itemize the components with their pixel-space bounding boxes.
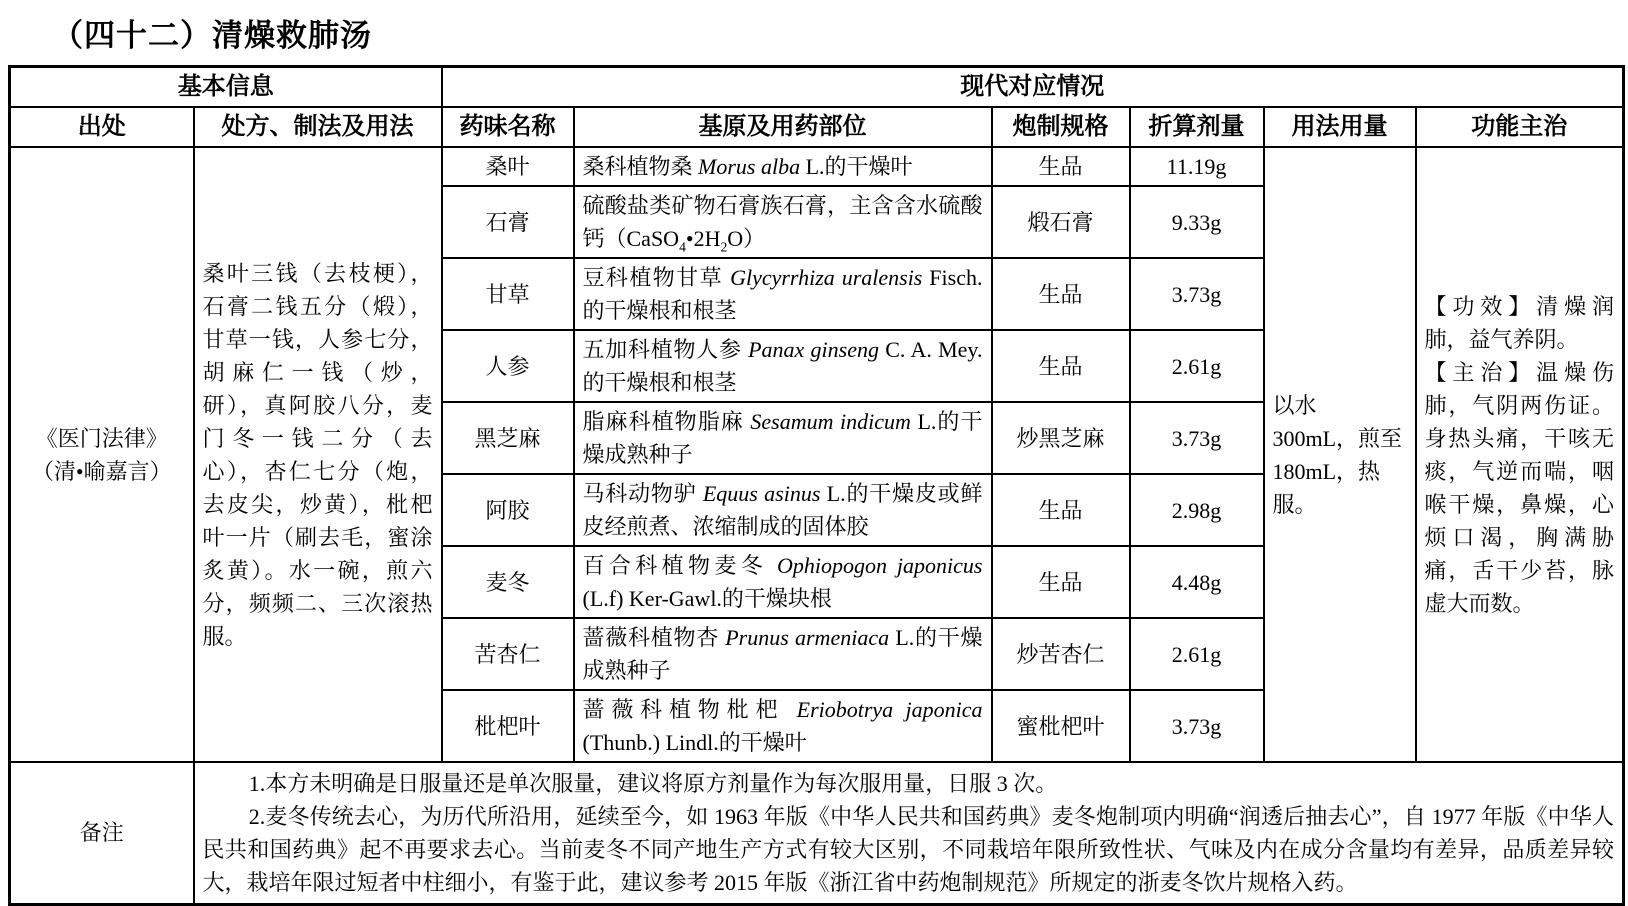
formula-table <box>8 65 1625 906</box>
function-cell <box>1416 147 1624 762</box>
herb-dose-cell: 9.33g <box>1130 186 1264 258</box>
group-header-basic-info: 基本信息 <box>10 67 442 108</box>
herb-origin-cell: 蔷薇科植物枇杷 Eriobotrya japonica (Thunb.) Lindl.的干燥叶 <box>574 690 992 762</box>
usage-cell: 以水 300mL，煎至 180mL，热服。 <box>1264 147 1416 762</box>
col-header-function: 功能主治 <box>1416 107 1624 147</box>
herb-name-cell: 石膏 <box>442 186 574 258</box>
herb-name-cell: 黑芝麻 <box>442 402 574 474</box>
source-book: 《医门法律》 <box>35 425 168 451</box>
remark-label: 备注 <box>10 762 194 904</box>
col-header-dose: 折算剂量 <box>1130 107 1264 147</box>
herb-origin-cell: 脂麻科植物脂麻 Sesamum indicum L.的干燥成熟种子 <box>574 402 992 474</box>
herb-dose-cell: 11.19g <box>1130 147 1264 186</box>
remarks-row <box>10 762 1624 904</box>
herb-dose-cell: 3.73g <box>1130 690 1264 762</box>
herb-origin-cell: 马科动物驴 Equus asinus L.的干燥皮或鲜皮经煎煮、浓缩制成的固体胶 <box>574 474 992 546</box>
herb-origin-cell: 豆科植物甘草 Glycyrrhiza uralensis Fisch.的干燥根和根茎 <box>574 258 992 330</box>
remark-note-2: 2.麦冬传统去心，为历代所沿用，延续至今，如 1963 年版《中华人民共和国药典》麦冬炮制项内明确“润透后抽去心”，自 1977 年版《中华人民共和国药典》起不再要求去心。当前麦冬不同产地生产方式有较大区别，不同栽培年限所致性状、气味及内在成分含量均有差异，品质差异较大，栽培年限过短者中柱细小，有鉴于此，建议参考 2015 年版《浙江省中药炮制规范》所规定的浙麦冬饮片规格入药。 <box>202 803 1614 895</box>
col-header-origin: 基原及用药部位 <box>574 107 992 147</box>
col-header-processing: 炮制规格 <box>992 107 1130 147</box>
function-indications: 【主治】温燥伤肺，气阴两伤证。身热头痛，干咳无痰，气逆而喘，咽喉干燥，鼻燥，心烦口渴，胸满胁痛，舌干少苔，脉虚大而数。 <box>1424 359 1614 616</box>
function-efficacy: 【功效】清燥润肺，益气养阴。 <box>1424 293 1614 352</box>
herb-origin-cell: 百合科植物麦冬 Ophiopogon japonicus (L.f) Ker-Gawl.的干燥块根 <box>574 546 992 618</box>
herb-dose-cell: 2.98g <box>1130 474 1264 546</box>
herb-processing-cell: 生品 <box>992 258 1130 330</box>
herb-processing-cell: 生品 <box>992 330 1130 402</box>
herb-dose-cell: 3.73g <box>1130 402 1264 474</box>
page-title: （四十二）清燥救肺汤 <box>52 18 372 53</box>
herb-origin-cell: 桑科植物桑 Morus alba L.的干燥叶 <box>574 147 992 186</box>
herb-row <box>10 147 1624 186</box>
herb-dose-cell: 3.73g <box>1130 258 1264 330</box>
col-header-usage: 用法用量 <box>1264 107 1416 147</box>
remark-note-1: 1.本方未明确是日服量还是单次服量，建议将原方剂量作为每次服用量，日服 3 次。 <box>248 770 1058 796</box>
prescription-cell: 桑叶三钱（去枝梗），石膏二钱五分（煅），甘草一钱，人参七分，胡麻仁一钱（炒，研），真阿胶八分，麦门冬一钱二分（去心），杏仁七分（炮，去皮尖，炒黄），枇杷叶一片（刷去毛，蜜涂炙黄）。水一碗，煎六分，频频二、三次滚热服。 <box>194 147 442 762</box>
column-header-row <box>10 107 1624 147</box>
herb-processing-cell: 生品 <box>992 546 1130 618</box>
herb-processing-cell: 炒黑芝麻 <box>992 402 1130 474</box>
group-header-modern: 现代对应情况 <box>442 67 1624 108</box>
herb-processing-cell: 蜜枇杷叶 <box>992 690 1130 762</box>
herb-processing-cell: 生品 <box>992 474 1130 546</box>
remarks-cell <box>194 762 1624 904</box>
herb-name-cell: 苦杏仁 <box>442 618 574 690</box>
herb-processing-cell: 生品 <box>992 147 1130 186</box>
col-header-prescription: 处方、制法及用法 <box>194 107 442 147</box>
source-cell <box>10 147 194 762</box>
herb-origin-cell: 五加科植物人参 Panax ginseng C. A. Mey.的干燥根和根茎 <box>574 330 992 402</box>
group-header-row <box>10 67 1624 108</box>
source-author: （清•喻嘉言） <box>31 458 172 484</box>
herb-origin-cell: 硫酸盐类矿物石膏族石膏，主含含水硫酸钙$(CaSO_4•2H_2O)$ <box>574 186 992 258</box>
herb-processing-cell: 炒苦杏仁 <box>992 618 1130 690</box>
herb-origin-cell: 蔷薇科植物杏 Prunus armeniaca L.的干燥成熟种子 <box>574 618 992 690</box>
herb-dose-cell: 2.61g <box>1130 330 1264 402</box>
herb-name-cell: 枇杷叶 <box>442 690 574 762</box>
herb-name-cell: 桑叶 <box>442 147 574 186</box>
col-header-herb-name: 药味名称 <box>442 107 574 147</box>
herb-name-cell: 甘草 <box>442 258 574 330</box>
herb-name-cell: 阿胶 <box>442 474 574 546</box>
herb-dose-cell: 4.48g <box>1130 546 1264 618</box>
herb-dose-cell: 2.61g <box>1130 618 1264 690</box>
col-header-source: 出处 <box>10 107 194 147</box>
herb-processing-cell: 煅石膏 <box>992 186 1130 258</box>
herb-name-cell: 麦冬 <box>442 546 574 618</box>
herb-name-cell: 人参 <box>442 330 574 402</box>
